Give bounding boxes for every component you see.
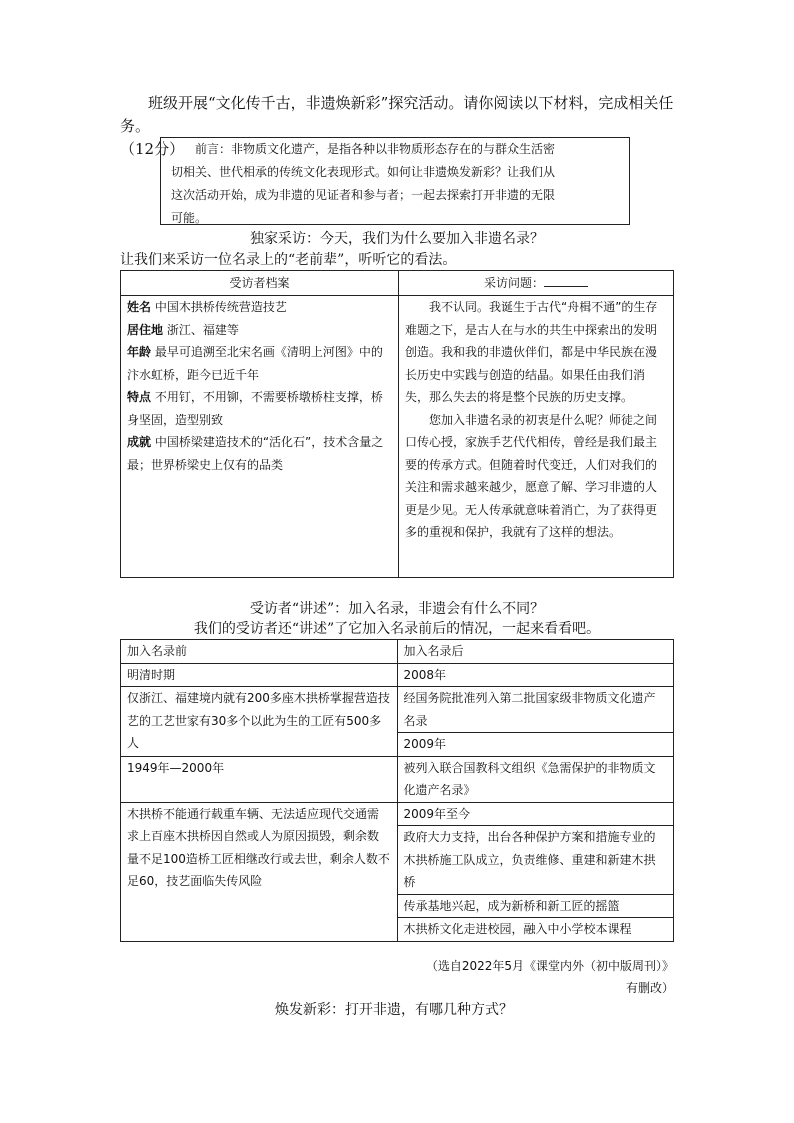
interview-header-label: 采访问题： [483, 275, 544, 290]
after-cell: 2009年 [397, 733, 674, 757]
before-header: 加入名录前 [121, 640, 398, 664]
before-cell: 木拱桥不能通行载重车辆、无法适应现代交通需求上百座木拱桥因自然或人为原因损毁，剩余数量不足100造桥工匠相继改行或去世，剩余人数不足60，技艺面临失传风险 [121, 802, 398, 941]
after-cell: 2009年至今 [397, 802, 674, 826]
section1-title: 独家采访：今天，我们为什么要加入非遗名录？ [250, 231, 544, 247]
preface-line: 前言：非物质文化遗产，是指各种以非物质形态存在的与群众生活密 [195, 142, 556, 156]
profile-row-feature [127, 386, 392, 431]
before-cell: 明清时期 [121, 663, 398, 687]
interview-paragraph: 我不认同。我诞生于古代“舟楫不通”的生存难题之下，是古人在与水的共生中探索出的发明创造。我和我的非遗伙伴们，都是中华民族在漫长历史中实践与创造的结晶。如果任由我们消失，那么失去的将是整个民族的历史支撑。 [405, 300, 658, 404]
interview-table [120, 270, 674, 578]
profile-value: 中国桥梁建造技术的“活化石”，技术含量之最；世界桥梁史上仅有的品类 [127, 435, 384, 472]
preface-box [160, 137, 630, 225]
profile-row-achievement [127, 431, 392, 476]
after-cell: 政府大力支持，出台各种保护方案和措施专业的木拱桥施工队成立，负责维修、重建和新建木拱桥 [397, 826, 674, 895]
before-cell: 1949年—2000年 [121, 756, 398, 802]
section2-subtitle: 我们的受访者还“讲述”了它加入名录前后的情况，一起来看看吧。 [193, 621, 601, 637]
profile-row-residence [127, 319, 392, 342]
preface-line: 这次活动开始，成为非遗的见证者和参与者；一起去探索打开非遗的无限 [171, 188, 556, 202]
source-citation [300, 955, 674, 999]
section2-title: 受访者“讲述”：加入名录，非遗会有什么不同？ [249, 601, 545, 617]
profile-row-age [127, 341, 392, 386]
before-cell: 仅浙江、福建境内就有200多座木拱桥掌握营造技艺的工艺世家有30多个以此为生的工匠有500多人 [121, 687, 398, 757]
profile-value: 最早可追溯至北宋名画《清明上河图》中的汴水虹桥，距今已近千年 [127, 345, 383, 382]
after-cell: 传承基地兴起，成为新桥和新工匠的摇篮 [397, 894, 674, 918]
profile-label: 年龄 [127, 345, 152, 359]
profile-cell [121, 296, 399, 578]
profile-header: 受访者档案 [121, 271, 399, 296]
after-cell: 木拱桥文化走进校园，融入中小学校本课程 [397, 918, 674, 942]
after-cell: 经国务院批准列入第二批国家级非物质文化遗产名录 [397, 687, 674, 733]
profile-label: 姓名 [127, 300, 152, 314]
intro-line1: 班级开展“文化传千古，非遗焕新彩”探究活动。请你阅读以下材料，完成相关任务。 [120, 94, 674, 135]
preface-line: 可能。 [171, 211, 208, 225]
preface-line: 切相关、世代相承的传统文化表现形式。如何让非遗焕发新彩？让我们从 [171, 165, 556, 179]
profile-value: 不用钉，不用铆，不需要桥墩桥柱支撑，桥身坚固，造型别致 [127, 390, 383, 427]
source-line2: 有删改） [625, 981, 674, 995]
interview-header [399, 271, 674, 296]
profile-value: 浙江、福建等 [163, 322, 239, 337]
after-header: 加入名录后 [397, 640, 674, 664]
compare-table [120, 639, 674, 942]
section1-subtitle: 让我们来采访一位名录上的“老前辈”，听听它的看法。 [120, 252, 457, 268]
profile-value: 中国木拱桥传统营造技艺 [151, 300, 287, 314]
source-line1: （选自2022年5月《课堂内外（初中版周刊）》 [425, 959, 674, 973]
answer-blank [544, 276, 588, 287]
interview-paragraph: 您加入非遗名录的初衷是什么呢？师徒之间口传心授，家族手艺代代相传，曾经是我们最主要的传承方式。但随着时代变迁，人们对我们的关注和需求越来越少，愿意了解、学习非遗的人更是少见。无人传承就意味着消亡，为了获得更多的重视和保护，我就有了这样的想法。 [405, 412, 658, 539]
after-cell: 2008年 [397, 663, 674, 687]
section3-title: 焕发新彩：打开非遗，有哪几种方式？ [275, 1002, 513, 1018]
profile-label: 特点 [127, 390, 152, 404]
after-cell: 被列入联合国教科文组织《急需保护的非物质文化遗产名录》 [397, 756, 674, 802]
profile-label: 成就 [127, 435, 152, 449]
profile-label: 居住地 [127, 322, 164, 337]
profile-row-name [127, 296, 392, 319]
intro-score: （12分） [120, 140, 185, 158]
interview-cell [399, 296, 674, 578]
